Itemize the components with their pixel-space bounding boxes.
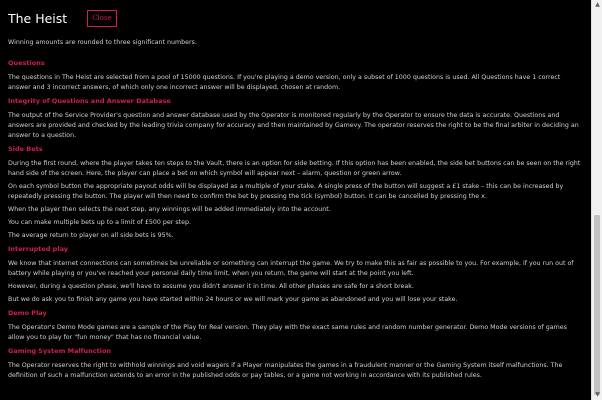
section-paragraph: You can make multiple bets up to a limit of £500 per step. — [8, 219, 192, 226]
intro-text: Winning amounts are rounded to three significant numbers. — [8, 39, 197, 46]
section-demo-play — [8, 308, 584, 343]
scroll-up-icon[interactable]: ▲ — [595, 1, 600, 8]
page-title: The Heist — [8, 10, 68, 26]
section-side-bets — [8, 144, 584, 241]
section-paragraph: On each symbol button the appropriate payout odds will be displayed as a multiple of your stake. A single press of the button will suggest a £1 stake – this can be increased by repeatedly pressing the button. The player will then need to confirm the bet by pressing the tick (symbol) button. It can be cancelled by pressing the x. — [8, 183, 564, 200]
section-paragraph: The Operator's Demo Mode games are a sample of the Play for Real version. They play with the exact same rules and random number generator. Demo Mode versions of games allow you to play for "fun money" that has no financial value. — [8, 324, 567, 341]
section-heading: Demo Play — [8, 309, 47, 317]
section-malfunction — [8, 346, 584, 381]
section-heading: Side Bets — [8, 145, 43, 153]
section-paragraph: When the player then selects the next step, any winnings will be added immediately into the account. — [8, 206, 331, 213]
section-paragraph: The questions in The Heist are selected from a pool of 15000 questions. If you're playing a demo version, only a subset of 1000 questions is used. All Questions have 1 correct answer and 3 incorrect answers, of which only one incorrect answer will be displayed, chosen at random. — [8, 74, 561, 91]
section-paragraph: But we do ask you to finish any game you have started within 24 hours or we will mark your game as abandoned and you will lose your stake. — [8, 296, 458, 303]
section-paragraph: We know that internet connections can sometimes be unreliable or something can interrupt the game. We try to make this as fair as possible to you. For example, if you run out of battery while playing or you've reached your personal daily time limit, when you return, the game will start at the point you left. — [8, 260, 574, 277]
section-heading: Gaming System Malfunction — [8, 347, 112, 355]
section-paragraph: However, during a question phase, we'll have to assume you didn't answer it in time. All other phases are safe for a short break. — [8, 283, 414, 290]
section-heading: Questions — [8, 59, 45, 67]
section-paragraph: The average return to player on all side bets is 95%. — [8, 232, 174, 239]
section-paragraph: The Operator reserves the right to withhold winnings and void wagers if a Player manipulates the games in a fraudulent manner or the Gaming System itself malfunctions. The definition of such a malfunction extends to an error in the published odds or pay tables, or a game not working in accordance with its published rules. — [8, 362, 563, 379]
section-heading: Integrity of Questions and Answer Database — [8, 97, 171, 105]
scrollbar-thumb[interactable] — [594, 215, 600, 395]
section-heading: Interrupted play — [8, 245, 68, 253]
section-integrity — [8, 96, 584, 141]
section-paragraph: The output of the Service Provider's question and answer database used by the Operator is monitored regularly by the Operator to ensure the data is accurate. Questions and answers are provided and checked by the leading trivia company for accuracy and then maintained by Gamevy. The operator reserves the right to be the final arbiter in deciding an answer to a question. — [8, 112, 579, 139]
header — [8, 0, 584, 36]
close-button[interactable]: Close — [87, 10, 117, 27]
section-questions — [8, 58, 584, 93]
scroll-down-icon[interactable]: ▼ — [595, 391, 600, 398]
vertical-scrollbar[interactable] — [591, 0, 602, 400]
section-paragraph: During the first round, where the player takes ten steps to the Vault, there is an option for side betting. If this option has been enabled, the side bet buttons can be seen on the right hand side of the screen. Here, the player can place a bet on which symbol will appear next – alarm, question or green arrow. — [8, 160, 581, 177]
section-interrupted-play — [8, 244, 584, 305]
rules-content — [8, 38, 584, 381]
